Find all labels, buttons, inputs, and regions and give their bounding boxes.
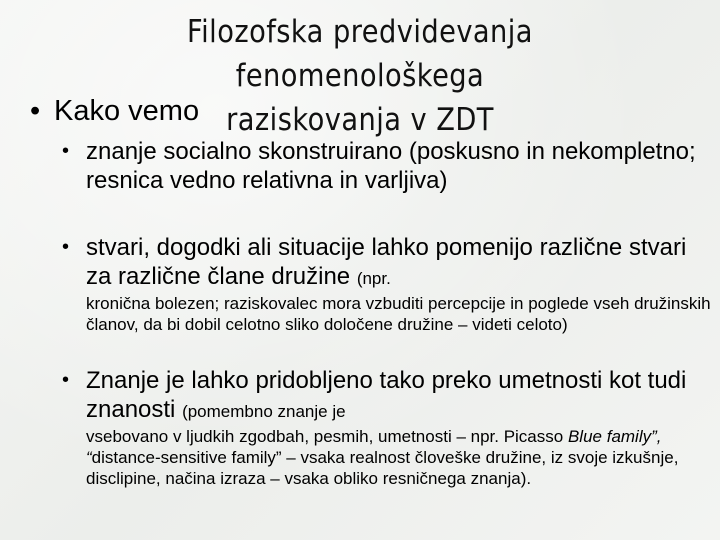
sub-bullet-2-lead-small: (npr.: [356, 269, 391, 288]
sub-bullet-2: [62, 233, 712, 335]
sub-bullet-3-lead-small: (pomembno znanje je: [182, 402, 346, 421]
sub-bullet-3-main: Znanje je lahko pridobljeno tako preko umetnosti kot tudi znanosti: [86, 367, 687, 423]
sub-bullet-3: [62, 366, 712, 489]
title-line-1: Filozofska predvidevanja fenomenološkega: [187, 14, 533, 94]
bullet-dot-icon: •: [30, 95, 41, 127]
sub-bullet-1: [62, 137, 712, 195]
sub-bullet-2-main: stvari, dogodki ali situacije lahko pomenijo različne stvari za različne člane družine: [86, 234, 687, 290]
sub-bullet-2-body: [86, 233, 712, 335]
bullet-kako-vemo: [30, 93, 199, 129]
bullet-dot-icon: •: [62, 369, 70, 391]
sub-bullet-1-text: znanje socialno skonstruirano (poskusno in nekompletno; resnica vedno relativna in varljiva): [86, 138, 696, 194]
bullet-dot-icon: •: [62, 236, 70, 258]
bullet-kako-vemo-text: Kako vemo: [54, 95, 200, 127]
sub-bullet-2-small: kronična bolezen; raziskovalec mora vzbuditi percepcije in poglede vseh družinskih članov, da bi dobil celotno sliko določene družine – videti celoto): [86, 294, 711, 334]
sub-bullet-3-small-italic: Blue family”, “: [86, 427, 662, 467]
sub-bullet-3-small-b: distance-sensitive family” – vsaka realnost človeške družine, iz svoje izkušnje, disclipine, načina izraza – vsaka obliko resničnega znanja).: [86, 448, 679, 488]
title-line-2: raziskovanja v ZDT: [226, 102, 494, 138]
bullet-dot-icon: •: [62, 140, 70, 162]
sub-bullet-3-small: [86, 426, 712, 489]
sub-bullet-3-small-a: vsebovano v ljudkih zgodbah, pesmih, umetnosti – npr. Picasso: [86, 427, 564, 446]
sub-bullet-3-body: [86, 366, 712, 489]
